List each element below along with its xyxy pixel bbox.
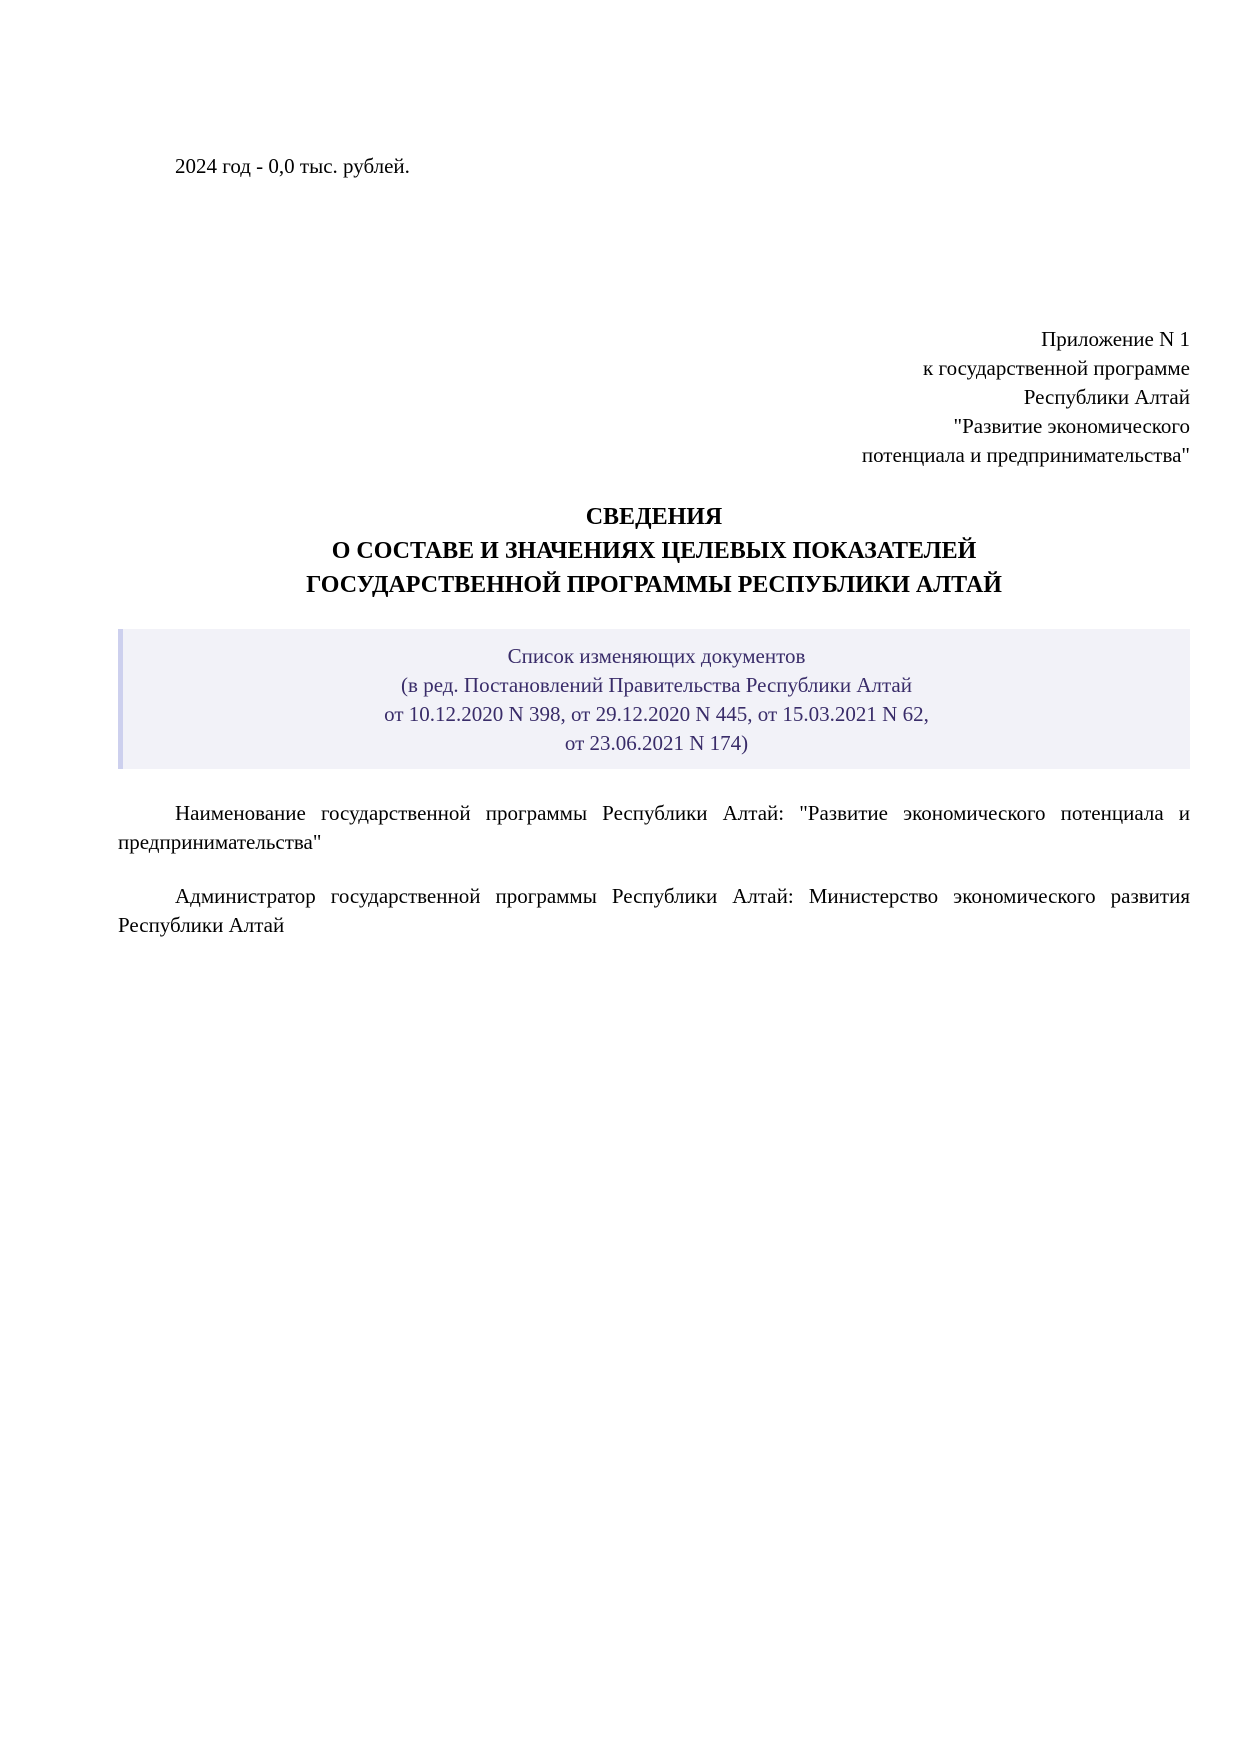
appendix-line: Республики Алтай (1023, 385, 1190, 409)
appendix-line: "Развитие экономического (953, 414, 1190, 438)
appendix-header (590, 325, 1190, 470)
program-administrator-paragraph: Администратор государственной программы Республики Алтай: Министерство экономического развития Республики Алтай (118, 884, 1190, 937)
appendix-line: Приложение N 1 (1041, 327, 1190, 351)
appendix-line: потенциала и предпринимательства" (861, 443, 1190, 467)
changes-line: от 23.06.2021 N 174) (564, 731, 749, 755)
title-line: ГОСУДАРСТВЕННОЙ ПРОГРАММЫ РЕСПУБЛИКИ АЛТАЙ (306, 572, 1002, 598)
title-line: О СОСТАВЕ И ЗНАЧЕНИЯХ ЦЕЛЕВЫХ ПОКАЗАТЕЛЕЙ (331, 538, 977, 564)
program-name-paragraph: Наименование государственной программы Республики Алтай: "Развитие экономического потенциала и предпринимательства" (118, 801, 1190, 854)
changes-line: (в ред. Постановлений Правительства Республики Алтай (401, 673, 912, 697)
appendix-line: к государственной программе (923, 356, 1190, 380)
changes-line: Список изменяющих документов (507, 644, 806, 668)
document-title (118, 500, 1190, 602)
changes-line: от 10.12.2020 N 398, от 29.12.2020 N 445, от 15.03.2021 N 62, (384, 702, 929, 726)
funding-line: 2024 год - 0,0 тыс. рублей. (175, 154, 410, 178)
title-line: СВЕДЕНИЯ (585, 504, 723, 530)
amending-documents-box (118, 629, 1190, 769)
